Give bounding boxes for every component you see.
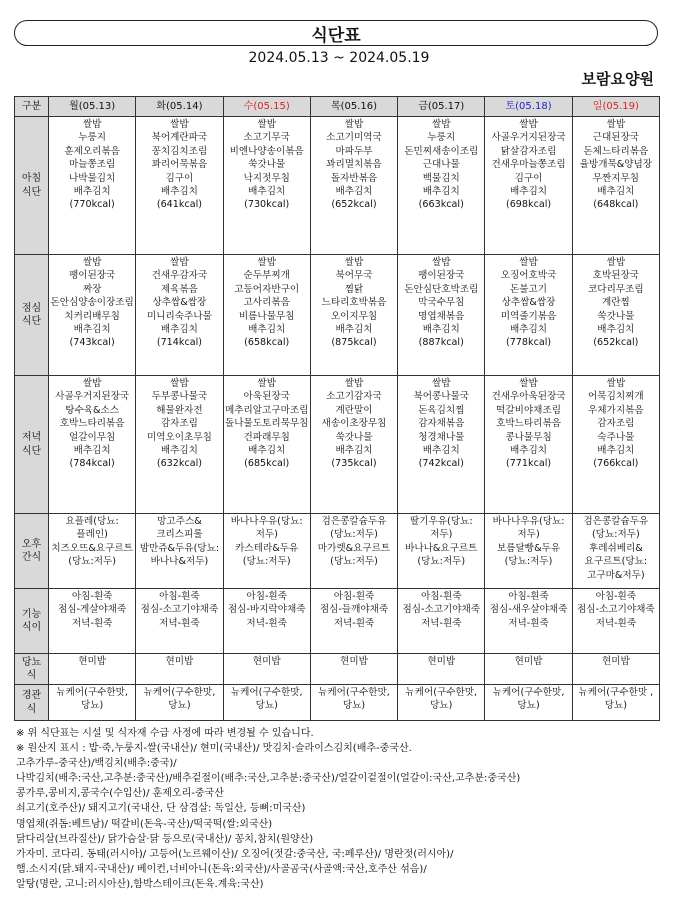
menu-cell [136, 117, 223, 255]
menu-cell [310, 376, 397, 514]
day-header-tue: 화(05.14) [136, 97, 223, 117]
menu-item: 고등어자반구이 [234, 283, 300, 295]
menu-item: 건파래무침 [243, 431, 290, 443]
menu-item: 저녁-흰죽 [159, 617, 200, 629]
menu-item: 메추리알고구마조림 [224, 404, 309, 416]
menu-item: 콩나물무침 [505, 431, 552, 443]
row-label-dinner [15, 376, 49, 514]
menu-item: 팽이된장국 [68, 270, 116, 282]
menu-item: 쌀밥 [170, 378, 189, 389]
menu-item: 해물완자전 [156, 404, 203, 416]
menu-item: 돈불고기 [510, 283, 548, 295]
menu-item: 마가렛&요구르트(당뇨:저두) [317, 542, 391, 568]
menu-item: 아침-흰죽 [159, 591, 200, 602]
menu-item: (771kcal) [505, 458, 552, 470]
menu-item: 쌀밥 [606, 257, 626, 268]
menu-row-snack [15, 514, 660, 589]
menu-item: 누룽지 [78, 132, 107, 144]
menu-item: 쌀밥 [431, 119, 451, 130]
menu-item: 저녁-흰죽 [246, 617, 287, 629]
menu-item: 돌자반볶음 [330, 172, 378, 184]
menu-item: 배추김치 [335, 186, 373, 198]
row-label-text: 점심 [21, 302, 42, 314]
menu-item: (641kcal) [156, 199, 203, 211]
menu-item: 배추김치 [335, 445, 373, 457]
note-line: 쇠고기(호주산)/ 돼지고기(국내산, 단 삼겹살: 독일산, 등뼈:미국산) [16, 803, 306, 815]
menu-item: 뉴케어(구수한맛, 당뇨) [143, 687, 216, 712]
menu-item: 꽈리어묵볶음 [151, 159, 208, 171]
menu-item: 북어콩나물국 [413, 391, 470, 403]
menu-item: 호박된장국 [592, 270, 640, 282]
menu-item: 마늘쫑조림 [68, 159, 116, 171]
menu-item: 근대나물 [422, 159, 460, 171]
menu-item: 망고주스&크리스피롤 [156, 516, 203, 541]
menu-item: 훈제오리볶음 [64, 145, 120, 157]
menu-cell [398, 514, 485, 589]
menu-item: 두부콩나물국 [151, 391, 208, 403]
menu-item: 건새우마늘쫑조림 [491, 159, 566, 171]
menu-item: (698kcal) [505, 199, 552, 211]
menu-cell [136, 654, 223, 685]
day-header-wed: 수(05.15) [223, 97, 310, 117]
menu-item: 감자조림 [160, 418, 198, 430]
menu-item: 점심-새우살야채죽 [489, 604, 568, 616]
menu-row-lunch [15, 255, 660, 376]
menu-item: 탕수육&소스 [65, 404, 120, 416]
menu-item: 상추쌈&쌈장 [501, 297, 556, 309]
row-label-text: 식단 [21, 186, 42, 198]
menu-cell [49, 376, 136, 514]
menu-row-dinner [15, 376, 660, 514]
menu-cell [136, 514, 223, 589]
menu-cell [49, 117, 136, 255]
row-label-tube-feeding [15, 685, 49, 721]
facility-name: 보람요양원 [581, 70, 654, 88]
menu-item: 배추김치 [160, 324, 198, 336]
menu-period: 2024.05.13 ~ 2024.05.19 [248, 50, 430, 66]
menu-item: 느타리호박볶음 [321, 297, 387, 309]
menu-item: 숙주나물 [597, 431, 635, 443]
menu-item: 쑥갓나물 [335, 431, 373, 443]
menu-item: 배추김치 [422, 186, 460, 198]
menu-item: 돈안심양송이장조림 [50, 297, 134, 309]
day-header-fri: 금(05.17) [398, 97, 485, 117]
menu-cell [49, 514, 136, 589]
day-header-row [15, 97, 660, 117]
note-line: 콩가루,콩비지,콩국수(수입산)/ 훈제오리-중국산 [16, 788, 224, 800]
menu-cell [398, 117, 485, 255]
menu-item: 소고기미역국 [326, 132, 382, 144]
menu-item: 건새우아욱된장국 [491, 391, 566, 403]
menu-item: (714kcal) [156, 337, 203, 349]
note-line: ※ 원산지 표시 : 밥·죽,누룽지-쌀(국내산)/ 현미(국내산)/ 맛김치·슬라이스김치(배추-중국산. [16, 743, 412, 755]
menu-item: 아침-흰죽 [246, 591, 287, 602]
note-line: 고추가루-중국산)/백김치(배추:중국)/ [16, 758, 177, 770]
menu-item: 배추김치 [510, 445, 548, 457]
menu-item: 호박느타리볶음 [59, 418, 125, 430]
menu-item: 배추김치 [597, 445, 635, 457]
menu-item: 소고기무국 [243, 132, 290, 144]
menu-item: 바나나우유(당뇨:저두) [492, 516, 565, 541]
note-line: 명엽채(쥐돔:베트남)/ 떡갈비(돈육-국산)/떡국떡(쌀:외국산) [16, 818, 273, 830]
menu-item: 쑥갓나물 [248, 159, 286, 171]
menu-item: 쌀밥 [344, 119, 364, 130]
menu-item: 아침-흰죽 [508, 591, 549, 602]
menu-item: 쌀밥 [82, 119, 102, 130]
menu-item: 미역오이초무침 [146, 431, 212, 443]
menu-item: 쌀밥 [344, 257, 364, 268]
row-label-text: 식단 [21, 445, 42, 457]
menu-item: 찜닭 [344, 283, 364, 295]
menu-item: 저녁-흰죽 [508, 617, 549, 629]
menu-item: 오이지무침 [330, 310, 378, 322]
menu-cell [310, 255, 397, 376]
row-label-text: 저녁 [21, 432, 42, 444]
menu-row-functional-diet [15, 589, 660, 654]
menu-item: 짜장 [82, 283, 102, 295]
menu-item: 배추김치 [597, 186, 635, 198]
menu-item: 고사리볶음 [243, 297, 290, 309]
row-label-snack [15, 514, 49, 589]
menu-cell [49, 255, 136, 376]
menu-item: 점심-게살야채죽 [57, 604, 127, 616]
row-label-text: 오후 [21, 538, 42, 550]
menu-cell [398, 376, 485, 514]
menu-cell [136, 255, 223, 376]
menu-item: 누룽지 [427, 132, 456, 144]
menu-item: 배추김치 [73, 445, 111, 457]
menu-item: 쌀밥 [82, 378, 102, 389]
menu-item: (778kcal) [505, 337, 552, 349]
menu-item: 저녁-흰죽 [420, 617, 462, 629]
menu-item: 돌나물도토리묵무침 [224, 418, 309, 430]
day-header-sat: 토(05.18) [485, 97, 572, 117]
menu-item: 상추쌈&쌈장 [152, 297, 207, 309]
menu-item: 배추김치 [422, 324, 460, 336]
menu-cell [223, 117, 310, 255]
menu-item: 보름달빵&두유(당뇨:저두) [497, 542, 561, 568]
day-header-sun: 일(05.19) [572, 97, 659, 117]
menu-cell [398, 589, 485, 654]
menu-item: 꽁치김치조림 [151, 145, 208, 157]
menu-item: (730kcal) [244, 199, 290, 211]
menu-item: 어묵김치찌개 [588, 391, 644, 403]
day-header-thu: 목(05.16) [310, 97, 397, 117]
menu-cell [485, 654, 572, 685]
menu-item: 호박느타리볶음 [496, 418, 561, 430]
menu-cell [310, 654, 397, 685]
menu-row-diabetic-diet [15, 654, 660, 685]
menu-item: 미역줄기볶음 [500, 310, 557, 322]
menu-item: (663kcal) [418, 199, 464, 211]
menu-item: 코다리무조림 [588, 283, 644, 295]
row-label-text: 간식 [21, 552, 42, 563]
menu-cell [310, 117, 397, 255]
menu-item: 떡갈비야채조림 [496, 404, 561, 416]
menu-item: 쑥갓나물 [597, 310, 635, 322]
menu-item: 건새우감자국 [151, 270, 208, 282]
menu-item: 비엔나양송이볶음 [229, 145, 304, 157]
weekly-menu-table [14, 96, 660, 721]
menu-item: 배추김치 [248, 445, 286, 457]
menu-item: 딸기우유(당뇨:저두) [409, 516, 473, 541]
menu-cell [485, 255, 572, 376]
menu-cell [49, 654, 136, 685]
menu-item: 아침-흰죽 [420, 591, 462, 602]
menu-item: 감자채볶음 [418, 418, 465, 430]
menu-item: 우체가지볶음 [588, 404, 644, 416]
menu-item: 명엽채볶음 [418, 310, 465, 322]
menu-cell [398, 685, 485, 721]
menu-item: 치커리배무침 [64, 310, 120, 322]
menu-item: 뉴케어(구수한맛, 당뇨) [230, 687, 303, 712]
menu-item: 뉴케어(구수한맛, 당뇨) [318, 687, 390, 712]
menu-item: 북어계란파국 [151, 132, 208, 144]
menu-item: 아침-흰죽 [595, 591, 637, 602]
menu-item: 북어무국 [335, 270, 373, 282]
menu-cell [223, 654, 310, 685]
menu-item: 제육볶음 [160, 283, 198, 295]
menu-item: 배추김치 [248, 186, 286, 198]
note-line: 닭다리살(브라질산)/ 닭가슴살·닭 등으로(국내산)/ 꽁치,참치(원양산) [16, 833, 314, 845]
menu-cell [223, 685, 310, 721]
menu-item: (685kcal) [244, 458, 290, 470]
row-label-text: 식이 [21, 622, 42, 633]
menu-item: 뉴케어(구수한맛 ,당뇨) [578, 687, 654, 712]
page-title-box [14, 20, 658, 46]
menu-item: 쌀밥 [519, 378, 538, 389]
menu-item: 미니리숙주나물 [146, 310, 212, 322]
menu-item: 돈민찌새송이조림 [404, 145, 479, 157]
menu-item: 쌀밥 [257, 119, 276, 130]
menu-item: 점심-소고기야채죽 [402, 604, 481, 616]
menu-cell [398, 654, 485, 685]
menu-item: (652kcal) [593, 337, 639, 349]
menu-item: 닭살감자조림 [500, 145, 557, 157]
note-line: ※ 위 식단표는 시설 및 식자재 수급 사정에 따라 변경될 수 있습니다. [16, 728, 314, 739]
menu-cell [398, 255, 485, 376]
menu-item: 근대된장국 [592, 132, 640, 144]
menu-item: 검은콩칼슘두유(당뇨:저두) [583, 516, 649, 541]
menu-item: 아침-흰죽 [71, 591, 113, 602]
row-label-text: 기능 [21, 608, 42, 620]
menu-item: 나박물김치 [68, 172, 116, 184]
menu-item: (648kcal) [593, 199, 639, 211]
menu-cell [572, 654, 659, 685]
menu-item: 쌀밥 [170, 257, 189, 268]
menu-item: (742kcal) [418, 458, 464, 470]
menu-item: 김구이 [165, 172, 194, 184]
menu-item: 저녁-흰죽 [71, 617, 113, 629]
note-line: 햄.소시지(닭.돼지-국내산)/ 베이컨,너비아니(돈육:외국산)/사골곰국(사골액:국산,호주산 섞음)/ [16, 863, 427, 875]
menu-item: (632kcal) [156, 458, 203, 470]
menu-item: 아욱된장국 [243, 391, 290, 403]
menu-item: 백물김치 [422, 172, 460, 184]
menu-row-tube-feeding [15, 685, 660, 721]
menu-item: 배추김치 [73, 186, 111, 198]
menu-item: 점심-소고기야채죽 [140, 604, 219, 616]
menu-item: 저녁-흰죽 [333, 617, 375, 629]
menu-cell [485, 117, 572, 255]
menu-item: (766kcal) [593, 458, 639, 470]
menu-cell [485, 589, 572, 654]
menu-cell [572, 376, 659, 514]
menu-item: 사골우거지된장국 [55, 391, 130, 403]
menu-item: 쌀밥 [606, 378, 626, 389]
menu-item: (875kcal) [331, 337, 377, 349]
menu-item: 쌀밥 [606, 119, 626, 130]
menu-item: 후레쉬베리&요구르트(당뇨:고구마&저두) [584, 542, 648, 581]
menu-cell [136, 685, 223, 721]
menu-cell [485, 685, 572, 721]
menu-item: 청경채나물 [418, 431, 465, 443]
menu-item: 배추김치 [510, 186, 548, 198]
row-label-text: 아침 [21, 173, 42, 185]
menu-item: 뉴케어(구수한맛, 당뇨) [492, 687, 565, 712]
row-label-text: 식단 [21, 316, 42, 327]
menu-cell [310, 514, 397, 589]
menu-item: (658kcal) [244, 337, 290, 349]
menu-item: 배추김치 [510, 324, 548, 336]
menu-cell [49, 589, 136, 654]
menu-item: 현미밥 [78, 656, 107, 667]
menu-item: 사골우거지된장국 [491, 132, 566, 144]
row-label-breakfast [15, 117, 49, 255]
row-label-text: 당뇨 [21, 656, 42, 668]
menu-item: 밤만쥬&두유(당뇨:바나나&저두) [139, 542, 220, 568]
note-line: 가자미. 코다리. 동태(러시아)/ 고등어(노르웨이산)/ 오징어(젓갈:중국산, 국:페루산)/ 명란젓(러시아)/ [16, 848, 454, 860]
menu-item: 김구이 [514, 172, 543, 184]
menu-item: 뉴케어(구수한맛, 당뇨) [56, 687, 128, 712]
menu-item: 아침-흰죽 [333, 591, 375, 602]
menu-item: 돈체느타리볶음 [583, 145, 649, 157]
menu-item: 배추김치 [73, 324, 111, 336]
menu-item: 배추김치 [422, 445, 460, 457]
menu-cell [485, 376, 572, 514]
menu-item: 돈안심단호박조림 [404, 283, 479, 295]
menu-item: 마파두부 [335, 145, 373, 157]
menu-item: 계란말이 [335, 404, 373, 416]
menu-cell [223, 514, 310, 589]
menu-item: 배추김치 [597, 324, 635, 336]
menu-item: 저녁-흰죽 [595, 617, 637, 629]
day-header-mon: 월(05.13) [49, 97, 136, 117]
menu-item: 배추김치 [335, 324, 373, 336]
row-label-text: 경관 [21, 690, 42, 702]
menu-cell [310, 589, 397, 654]
menu-cell [223, 255, 310, 376]
menu-item: 바나나&요구르트(당뇨:저두) [405, 542, 478, 568]
row-label-text: 식 [26, 670, 37, 681]
menu-item: 현미밥 [340, 656, 368, 667]
menu-item: 배추김치 [160, 186, 198, 198]
menu-item: (652kcal) [331, 199, 377, 211]
row-label-text: 식 [26, 703, 37, 715]
menu-item: (735kcal) [331, 458, 377, 470]
menu-item: 뉴케어(구수한맛, 당뇨) [405, 687, 478, 712]
menu-cell [572, 255, 659, 376]
menu-cell [572, 589, 659, 654]
menu-item: (743kcal) [69, 337, 115, 349]
menu-item: 바나나우유(당뇨:저두) [230, 516, 303, 541]
menu-item: 얼갈이무침 [68, 431, 116, 443]
corner-label: 구분 [15, 97, 49, 117]
menu-item: (784kcal) [69, 458, 115, 470]
row-label-lunch [15, 255, 49, 376]
menu-item: 요플레(당뇨:플레인) [65, 516, 119, 541]
menu-item: 오징어호박국 [500, 270, 557, 282]
menu-item: 율방개묵&양념장 [579, 159, 653, 171]
menu-cell [310, 685, 397, 721]
menu-item: 꽈리멸치볶음 [326, 159, 382, 171]
menu-item: 카스테라&두유(당뇨:저두) [235, 542, 299, 568]
menu-item: 쌀밥 [344, 378, 364, 389]
menu-item: 팽이된장국 [418, 270, 465, 282]
menu-item: 점심-바지락야채죽 [227, 604, 306, 616]
menu-item: 쌀밥 [170, 119, 189, 130]
menu-item: 막국수무침 [418, 297, 465, 309]
row-label-diabetic-diet [15, 654, 49, 685]
menu-item: 현미밥 [165, 656, 194, 667]
menu-item: (887kcal) [418, 337, 464, 349]
menu-item: 감자조림 [597, 418, 635, 430]
menu-cell [572, 117, 659, 255]
menu-item: 배추김치 [160, 445, 198, 457]
menu-row-breakfast [15, 117, 660, 255]
menu-item: 쌀밥 [431, 378, 451, 389]
menu-cell [49, 685, 136, 721]
menu-item: 검은콩칼슘두유(당뇨:저두) [321, 516, 387, 541]
menu-item: 쌀밥 [257, 378, 276, 389]
menu-item: 쌀밥 [257, 257, 276, 268]
menu-cell [485, 514, 572, 589]
origin-notes [16, 726, 666, 892]
menu-item: 배추김치 [248, 324, 286, 336]
menu-item: 순두부찌개 [243, 270, 290, 282]
menu-item: 현미밥 [601, 656, 630, 667]
menu-cell [136, 376, 223, 514]
note-line: 나박김치(배추:국산,고추분:중국산)/배추겉절이(배추:국산,고추분:중국산)/얼갈이겉절이(얼갈이:국산,고추분:중국산) [16, 773, 521, 785]
menu-item: 점심-소고기야채죽 [577, 604, 655, 616]
menu-item: 치즈오뜨&요구르트(당뇨:저두) [51, 542, 133, 568]
menu-item: 현미밥 [252, 656, 281, 667]
menu-item: 새송이초장무침 [321, 418, 387, 430]
menu-cell [572, 685, 659, 721]
menu-item: 쌀밥 [431, 257, 451, 268]
menu-item: 돈육김치찜 [418, 404, 465, 416]
menu-item: 비름나물무침 [238, 310, 295, 322]
row-label-functional-diet [15, 589, 49, 654]
menu-item: 무짠지무침 [592, 172, 640, 184]
menu-item: 현미밥 [427, 656, 456, 667]
menu-item: 낙지젓무침 [243, 172, 290, 184]
menu-item: 쌀밥 [519, 257, 538, 268]
menu-item: 쌀밥 [519, 119, 538, 130]
menu-cell [136, 589, 223, 654]
menu-cell [223, 589, 310, 654]
menu-item: 현미밥 [514, 656, 543, 667]
menu-cell [572, 514, 659, 589]
menu-item: 쌀밥 [82, 257, 102, 268]
menu-item: 계란찜 [601, 297, 630, 309]
menu-item: 소고기감자국 [326, 391, 382, 403]
menu-cell [223, 376, 310, 514]
note-line: 알탕(명란, 고니:러시아산),함박스테이크(돈육.계육:국산) [16, 878, 264, 890]
page-title: 식단표 [311, 25, 361, 46]
menu-item: 점심-들깨야채죽 [319, 604, 389, 616]
menu-item: (770kcal) [69, 199, 115, 211]
